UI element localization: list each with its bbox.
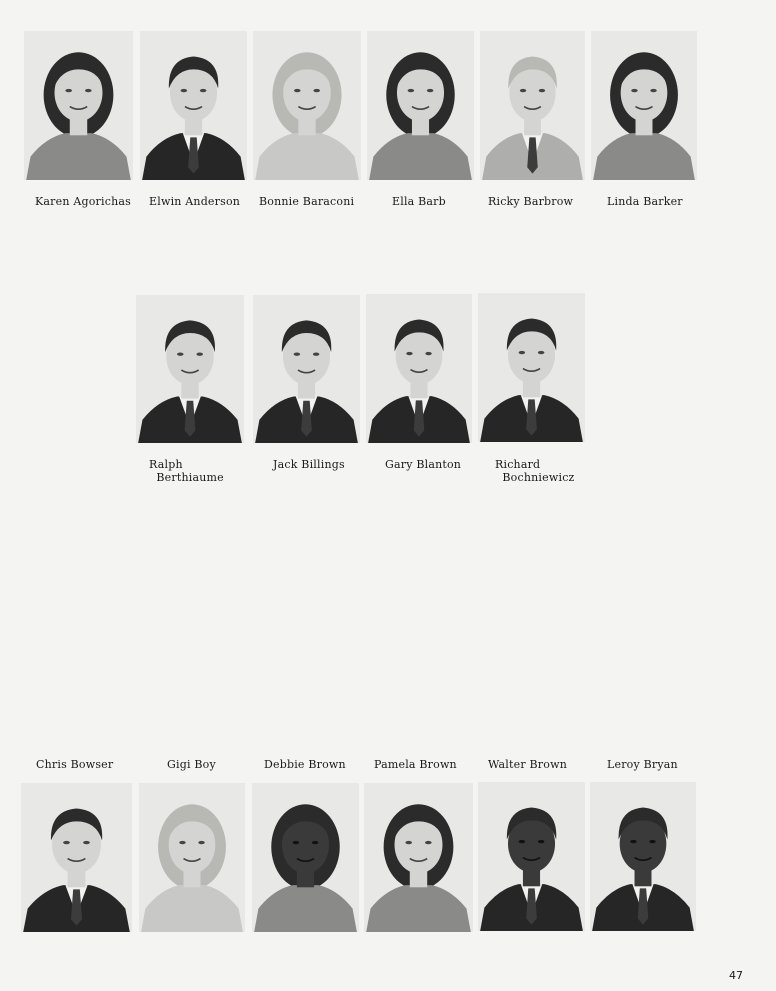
student-name: Bonnie Baraconi: [259, 195, 355, 208]
student-name: Ralph Berthiaume: [149, 458, 224, 484]
student-name: Gary Blanton: [385, 458, 462, 471]
student-name: Linda Barker: [607, 195, 683, 208]
student-name: Richard Bochniewicz: [495, 458, 575, 484]
student-portrait: [24, 31, 133, 180]
student-portrait: [590, 782, 696, 931]
student-name: Debbie Brown: [264, 758, 346, 771]
student-portrait: [252, 783, 359, 932]
student-portrait: [478, 293, 585, 442]
student-portrait: [364, 783, 473, 932]
student-name: Ricky Barbrow: [488, 195, 574, 208]
student-portrait: [136, 295, 244, 443]
student-name: Gigi Boy: [167, 758, 216, 771]
student-name: Ella Barb: [392, 195, 446, 208]
student-name: Elwin Anderson: [149, 195, 241, 208]
student-portrait: [140, 31, 247, 180]
student-portrait: [366, 294, 472, 443]
student-portrait: [480, 31, 585, 180]
page-number: 47: [729, 969, 743, 982]
student-portrait: [139, 783, 245, 932]
student-name: Karen Agorichas: [35, 195, 131, 208]
student-name: Jack Billings: [273, 458, 345, 471]
student-portrait: [591, 31, 697, 180]
student-name: Walter Brown: [488, 758, 567, 771]
student-portrait: [21, 783, 132, 932]
student-portrait: [478, 782, 585, 931]
student-name: Chris Bowser: [36, 758, 114, 771]
student-portrait: [253, 295, 360, 443]
student-name: Pamela Brown: [374, 758, 457, 771]
student-portrait: [367, 31, 474, 180]
student-name: Leroy Bryan: [607, 758, 678, 771]
student-portrait: [253, 31, 361, 180]
